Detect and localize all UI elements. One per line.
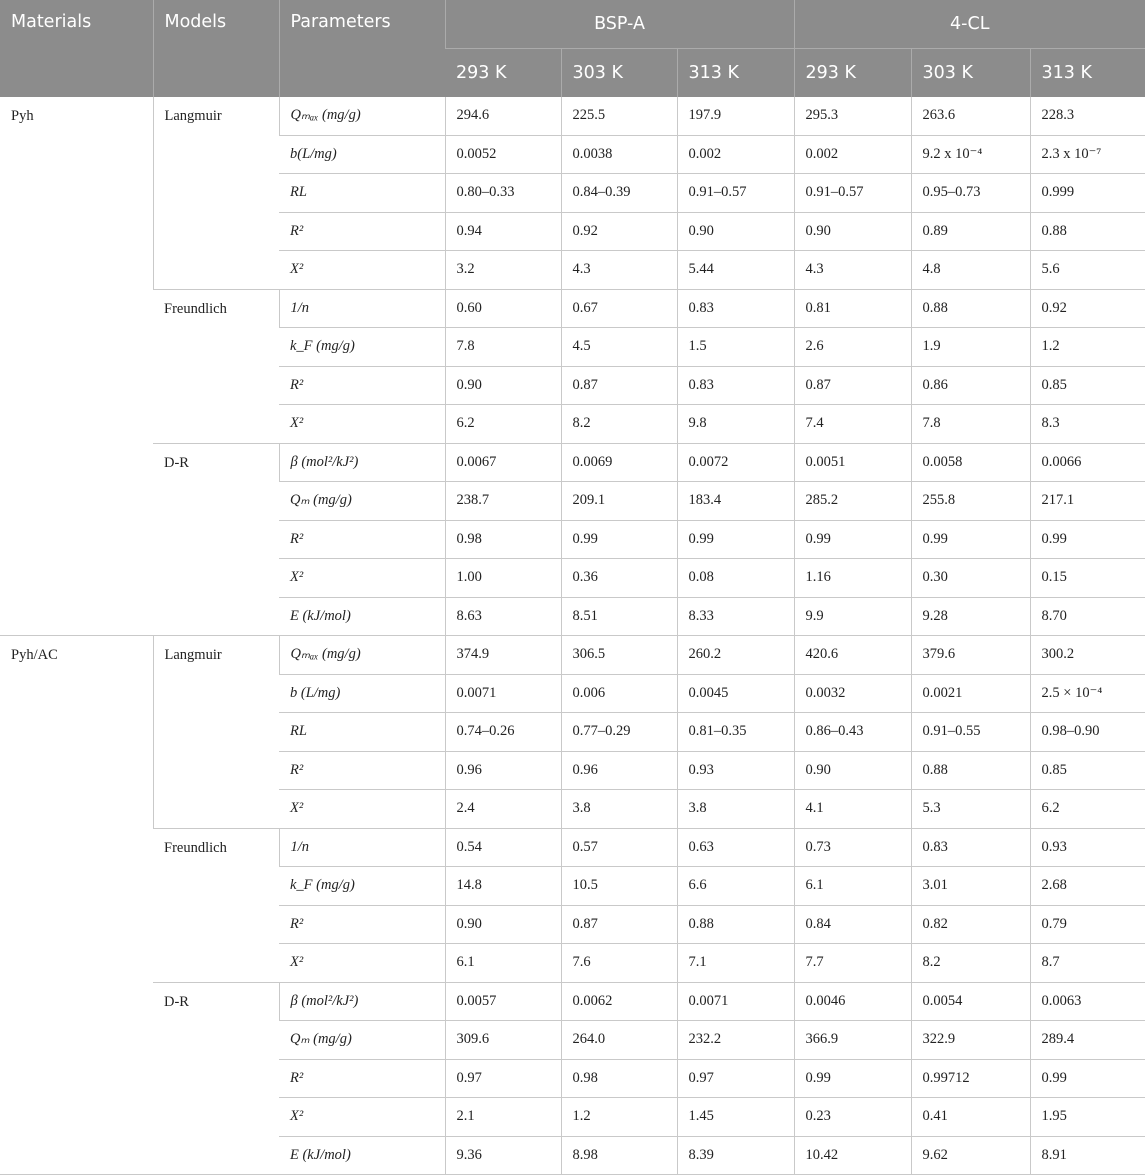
table-row: [0, 828, 1145, 867]
value-cell: 0.36: [561, 559, 677, 598]
value-cell: 0.0038: [561, 135, 677, 174]
header-temp: 293 K: [794, 49, 911, 98]
parameter-cell: β (mol²/kJ²): [279, 982, 445, 1021]
table-row: [0, 97, 1145, 135]
value-cell: 0.92: [1030, 289, 1145, 328]
parameter-cell: Qₘ (mg/g): [279, 482, 445, 521]
value-cell: 1.5: [677, 328, 794, 367]
value-cell: 1.45: [677, 1098, 794, 1137]
value-cell: 3.01: [911, 867, 1030, 906]
value-cell: 0.99: [677, 520, 794, 559]
parameter-cell: R²: [279, 366, 445, 405]
value-cell: 0.23: [794, 1098, 911, 1137]
value-cell: 2.3 x 10⁻⁷: [1030, 135, 1145, 174]
value-cell: 1.2: [1030, 328, 1145, 367]
value-cell: 0.81: [794, 289, 911, 328]
model-cell: D-R: [153, 982, 279, 1175]
parameter-cell: b(L/mg): [279, 135, 445, 174]
value-cell: 0.0058: [911, 443, 1030, 482]
value-cell: 0.0032: [794, 674, 911, 713]
table-row: [0, 443, 1145, 482]
value-cell: 2.6: [794, 328, 911, 367]
value-cell: 0.0052: [445, 135, 561, 174]
parameter-cell: 1/n: [279, 828, 445, 867]
value-cell: 0.79: [1030, 905, 1145, 944]
value-cell: 0.86–0.43: [794, 713, 911, 752]
parameter-cell: b (L/mg): [279, 674, 445, 713]
value-cell: 0.83: [677, 289, 794, 328]
value-cell: 4.5: [561, 328, 677, 367]
header-temp: 303 K: [911, 49, 1030, 98]
value-cell: 0.99: [1030, 1059, 1145, 1098]
value-cell: 8.3: [1030, 405, 1145, 444]
parameter-cell: X²: [279, 790, 445, 829]
value-cell: 0.0071: [677, 982, 794, 1021]
value-cell: 8.39: [677, 1136, 794, 1175]
value-cell: 225.5: [561, 97, 677, 135]
parameter-cell: X²: [279, 251, 445, 290]
value-cell: 232.2: [677, 1021, 794, 1060]
value-cell: 260.2: [677, 636, 794, 675]
value-cell: 2.1: [445, 1098, 561, 1137]
parameter-cell: X²: [279, 944, 445, 983]
material-cell: Pyh/AC: [0, 636, 153, 1175]
value-cell: 0.0062: [561, 982, 677, 1021]
value-cell: 0.0045: [677, 674, 794, 713]
value-cell: 0.54: [445, 828, 561, 867]
material-cell: Pyh: [0, 97, 153, 636]
model-cell: D-R: [153, 443, 279, 636]
parameter-cell: RL: [279, 713, 445, 752]
value-cell: 0.99712: [911, 1059, 1030, 1098]
model-cell: Langmuir: [153, 636, 279, 829]
value-cell: 10.42: [794, 1136, 911, 1175]
value-cell: 0.15: [1030, 559, 1145, 598]
value-cell: 322.9: [911, 1021, 1030, 1060]
value-cell: 0.999: [1030, 174, 1145, 213]
parameter-cell: Qₘₐₓ (mg/g): [279, 636, 445, 675]
table-row: [0, 982, 1145, 1021]
value-cell: 379.6: [911, 636, 1030, 675]
value-cell: 9.9: [794, 597, 911, 636]
value-cell: 6.2: [1030, 790, 1145, 829]
value-cell: 0.89: [911, 212, 1030, 251]
value-cell: 0.0067: [445, 443, 561, 482]
value-cell: 0.90: [445, 366, 561, 405]
table-row: [0, 636, 1145, 675]
header-temp: 303 K: [561, 49, 677, 98]
value-cell: 0.0057: [445, 982, 561, 1021]
value-cell: 0.96: [561, 751, 677, 790]
value-cell: 0.87: [561, 905, 677, 944]
value-cell: 0.88: [911, 751, 1030, 790]
value-cell: 306.5: [561, 636, 677, 675]
parameter-cell: X²: [279, 1098, 445, 1137]
value-cell: 0.0069: [561, 443, 677, 482]
header-temp: 293 K: [445, 49, 561, 98]
value-cell: 295.3: [794, 97, 911, 135]
value-cell: 8.98: [561, 1136, 677, 1175]
value-cell: 0.73: [794, 828, 911, 867]
value-cell: 0.85: [1030, 366, 1145, 405]
value-cell: 7.8: [911, 405, 1030, 444]
parameter-cell: E (kJ/mol): [279, 1136, 445, 1175]
value-cell: 0.0051: [794, 443, 911, 482]
value-cell: 6.1: [794, 867, 911, 906]
value-cell: 10.5: [561, 867, 677, 906]
header-parameters: Parameters: [279, 0, 445, 97]
header-group-4-cl: 4-CL: [794, 0, 1145, 49]
value-cell: 0.91–0.57: [794, 174, 911, 213]
value-cell: 8.51: [561, 597, 677, 636]
value-cell: 8.7: [1030, 944, 1145, 983]
value-cell: 0.0071: [445, 674, 561, 713]
value-cell: 7.4: [794, 405, 911, 444]
value-cell: 0.85: [1030, 751, 1145, 790]
value-cell: 217.1: [1030, 482, 1145, 521]
value-cell: 0.93: [1030, 828, 1145, 867]
value-cell: 0.67: [561, 289, 677, 328]
value-cell: 5.3: [911, 790, 1030, 829]
value-cell: 9.36: [445, 1136, 561, 1175]
value-cell: 4.1: [794, 790, 911, 829]
value-cell: 0.30: [911, 559, 1030, 598]
value-cell: 1.00: [445, 559, 561, 598]
value-cell: 0.80–0.33: [445, 174, 561, 213]
value-cell: 4.3: [561, 251, 677, 290]
value-cell: 0.87: [794, 366, 911, 405]
value-cell: 4.8: [911, 251, 1030, 290]
value-cell: 0.0072: [677, 443, 794, 482]
value-cell: 0.83: [677, 366, 794, 405]
value-cell: 2.5 × 10⁻⁴: [1030, 674, 1145, 713]
value-cell: 9.8: [677, 405, 794, 444]
value-cell: 0.95–0.73: [911, 174, 1030, 213]
value-cell: 197.9: [677, 97, 794, 135]
value-cell: 300.2: [1030, 636, 1145, 675]
value-cell: 1.2: [561, 1098, 677, 1137]
value-cell: 263.6: [911, 97, 1030, 135]
value-cell: 0.99: [911, 520, 1030, 559]
value-cell: 7.8: [445, 328, 561, 367]
value-cell: 0.99: [561, 520, 677, 559]
parameter-cell: E (kJ/mol): [279, 597, 445, 636]
value-cell: 3.2: [445, 251, 561, 290]
value-cell: 0.90: [794, 751, 911, 790]
value-cell: 0.08: [677, 559, 794, 598]
value-cell: 2.68: [1030, 867, 1145, 906]
value-cell: 0.84–0.39: [561, 174, 677, 213]
parameter-cell: R²: [279, 1059, 445, 1098]
value-cell: 4.3: [794, 251, 911, 290]
header-models: Models: [153, 0, 279, 97]
header-temp: 313 K: [677, 49, 794, 98]
value-cell: 5.44: [677, 251, 794, 290]
value-cell: 374.9: [445, 636, 561, 675]
value-cell: 0.002: [677, 135, 794, 174]
value-cell: 0.90: [445, 905, 561, 944]
value-cell: 8.63: [445, 597, 561, 636]
value-cell: 255.8: [911, 482, 1030, 521]
value-cell: 0.99: [794, 520, 911, 559]
value-cell: 0.98: [445, 520, 561, 559]
value-cell: 0.88: [1030, 212, 1145, 251]
value-cell: 9.2 x 10⁻⁴: [911, 135, 1030, 174]
value-cell: 9.62: [911, 1136, 1030, 1175]
value-cell: 0.91–0.57: [677, 174, 794, 213]
value-cell: 7.6: [561, 944, 677, 983]
table-row: [0, 289, 1145, 328]
value-cell: 183.4: [677, 482, 794, 521]
value-cell: 8.2: [911, 944, 1030, 983]
value-cell: 0.99: [1030, 520, 1145, 559]
value-cell: 209.1: [561, 482, 677, 521]
value-cell: 0.63: [677, 828, 794, 867]
value-cell: 0.98–0.90: [1030, 713, 1145, 752]
value-cell: 0.94: [445, 212, 561, 251]
value-cell: 0.86: [911, 366, 1030, 405]
value-cell: 8.33: [677, 597, 794, 636]
value-cell: 0.002: [794, 135, 911, 174]
value-cell: 1.95: [1030, 1098, 1145, 1137]
parameter-cell: k_F (mg/g): [279, 867, 445, 906]
value-cell: 14.8: [445, 867, 561, 906]
model-cell: Langmuir: [153, 97, 279, 289]
value-cell: 1.9: [911, 328, 1030, 367]
value-cell: 5.6: [1030, 251, 1145, 290]
value-cell: 0.81–0.35: [677, 713, 794, 752]
value-cell: 285.2: [794, 482, 911, 521]
value-cell: 0.93: [677, 751, 794, 790]
value-cell: 264.0: [561, 1021, 677, 1060]
value-cell: 6.6: [677, 867, 794, 906]
value-cell: 0.87: [561, 366, 677, 405]
table-header: [0, 0, 1145, 97]
value-cell: 228.3: [1030, 97, 1145, 135]
value-cell: 0.97: [677, 1059, 794, 1098]
value-cell: 0.84: [794, 905, 911, 944]
value-cell: 0.0066: [1030, 443, 1145, 482]
value-cell: 1.16: [794, 559, 911, 598]
value-cell: 0.92: [561, 212, 677, 251]
value-cell: 0.96: [445, 751, 561, 790]
model-cell: Freundlich: [153, 828, 279, 982]
parameter-cell: Qₘ (mg/g): [279, 1021, 445, 1060]
parameter-cell: R²: [279, 751, 445, 790]
value-cell: 0.91–0.55: [911, 713, 1030, 752]
value-cell: 0.90: [677, 212, 794, 251]
parameter-cell: 1/n: [279, 289, 445, 328]
value-cell: 0.97: [445, 1059, 561, 1098]
value-cell: 0.0054: [911, 982, 1030, 1021]
value-cell: 6.2: [445, 405, 561, 444]
value-cell: 420.6: [794, 636, 911, 675]
value-cell: 9.28: [911, 597, 1030, 636]
parameter-cell: R²: [279, 520, 445, 559]
value-cell: 8.91: [1030, 1136, 1145, 1175]
value-cell: 294.6: [445, 97, 561, 135]
value-cell: 0.98: [561, 1059, 677, 1098]
value-cell: 0.90: [794, 212, 911, 251]
header-group-bsp-a: BSP-A: [445, 0, 794, 49]
value-cell: 289.4: [1030, 1021, 1145, 1060]
value-cell: 0.82: [911, 905, 1030, 944]
value-cell: 0.57: [561, 828, 677, 867]
parameter-cell: β (mol²/kJ²): [279, 443, 445, 482]
value-cell: 0.83: [911, 828, 1030, 867]
parameter-cell: X²: [279, 559, 445, 598]
parameter-cell: RL: [279, 174, 445, 213]
value-cell: 6.1: [445, 944, 561, 983]
parameter-cell: R²: [279, 212, 445, 251]
value-cell: 0.41: [911, 1098, 1030, 1137]
value-cell: 309.6: [445, 1021, 561, 1060]
value-cell: 0.88: [911, 289, 1030, 328]
table-body: [0, 97, 1145, 1175]
header-temp: 313 K: [1030, 49, 1145, 98]
header-materials: Materials: [0, 0, 153, 97]
value-cell: 0.0021: [911, 674, 1030, 713]
value-cell: 7.7: [794, 944, 911, 983]
value-cell: 8.2: [561, 405, 677, 444]
value-cell: 366.9: [794, 1021, 911, 1060]
value-cell: 8.70: [1030, 597, 1145, 636]
value-cell: 0.74–0.26: [445, 713, 561, 752]
value-cell: 0.99: [794, 1059, 911, 1098]
value-cell: 3.8: [677, 790, 794, 829]
parameter-cell: Qₘₐₓ (mg/g): [279, 97, 445, 135]
parameter-cell: X²: [279, 405, 445, 444]
value-cell: 7.1: [677, 944, 794, 983]
model-cell: Freundlich: [153, 289, 279, 443]
value-cell: 0.006: [561, 674, 677, 713]
value-cell: 0.88: [677, 905, 794, 944]
value-cell: 0.0063: [1030, 982, 1145, 1021]
value-cell: 238.7: [445, 482, 561, 521]
value-cell: 2.4: [445, 790, 561, 829]
parameter-cell: k_F (mg/g): [279, 328, 445, 367]
value-cell: 0.77–0.29: [561, 713, 677, 752]
value-cell: 0.60: [445, 289, 561, 328]
value-cell: 3.8: [561, 790, 677, 829]
parameter-cell: R²: [279, 905, 445, 944]
value-cell: 0.0046: [794, 982, 911, 1021]
